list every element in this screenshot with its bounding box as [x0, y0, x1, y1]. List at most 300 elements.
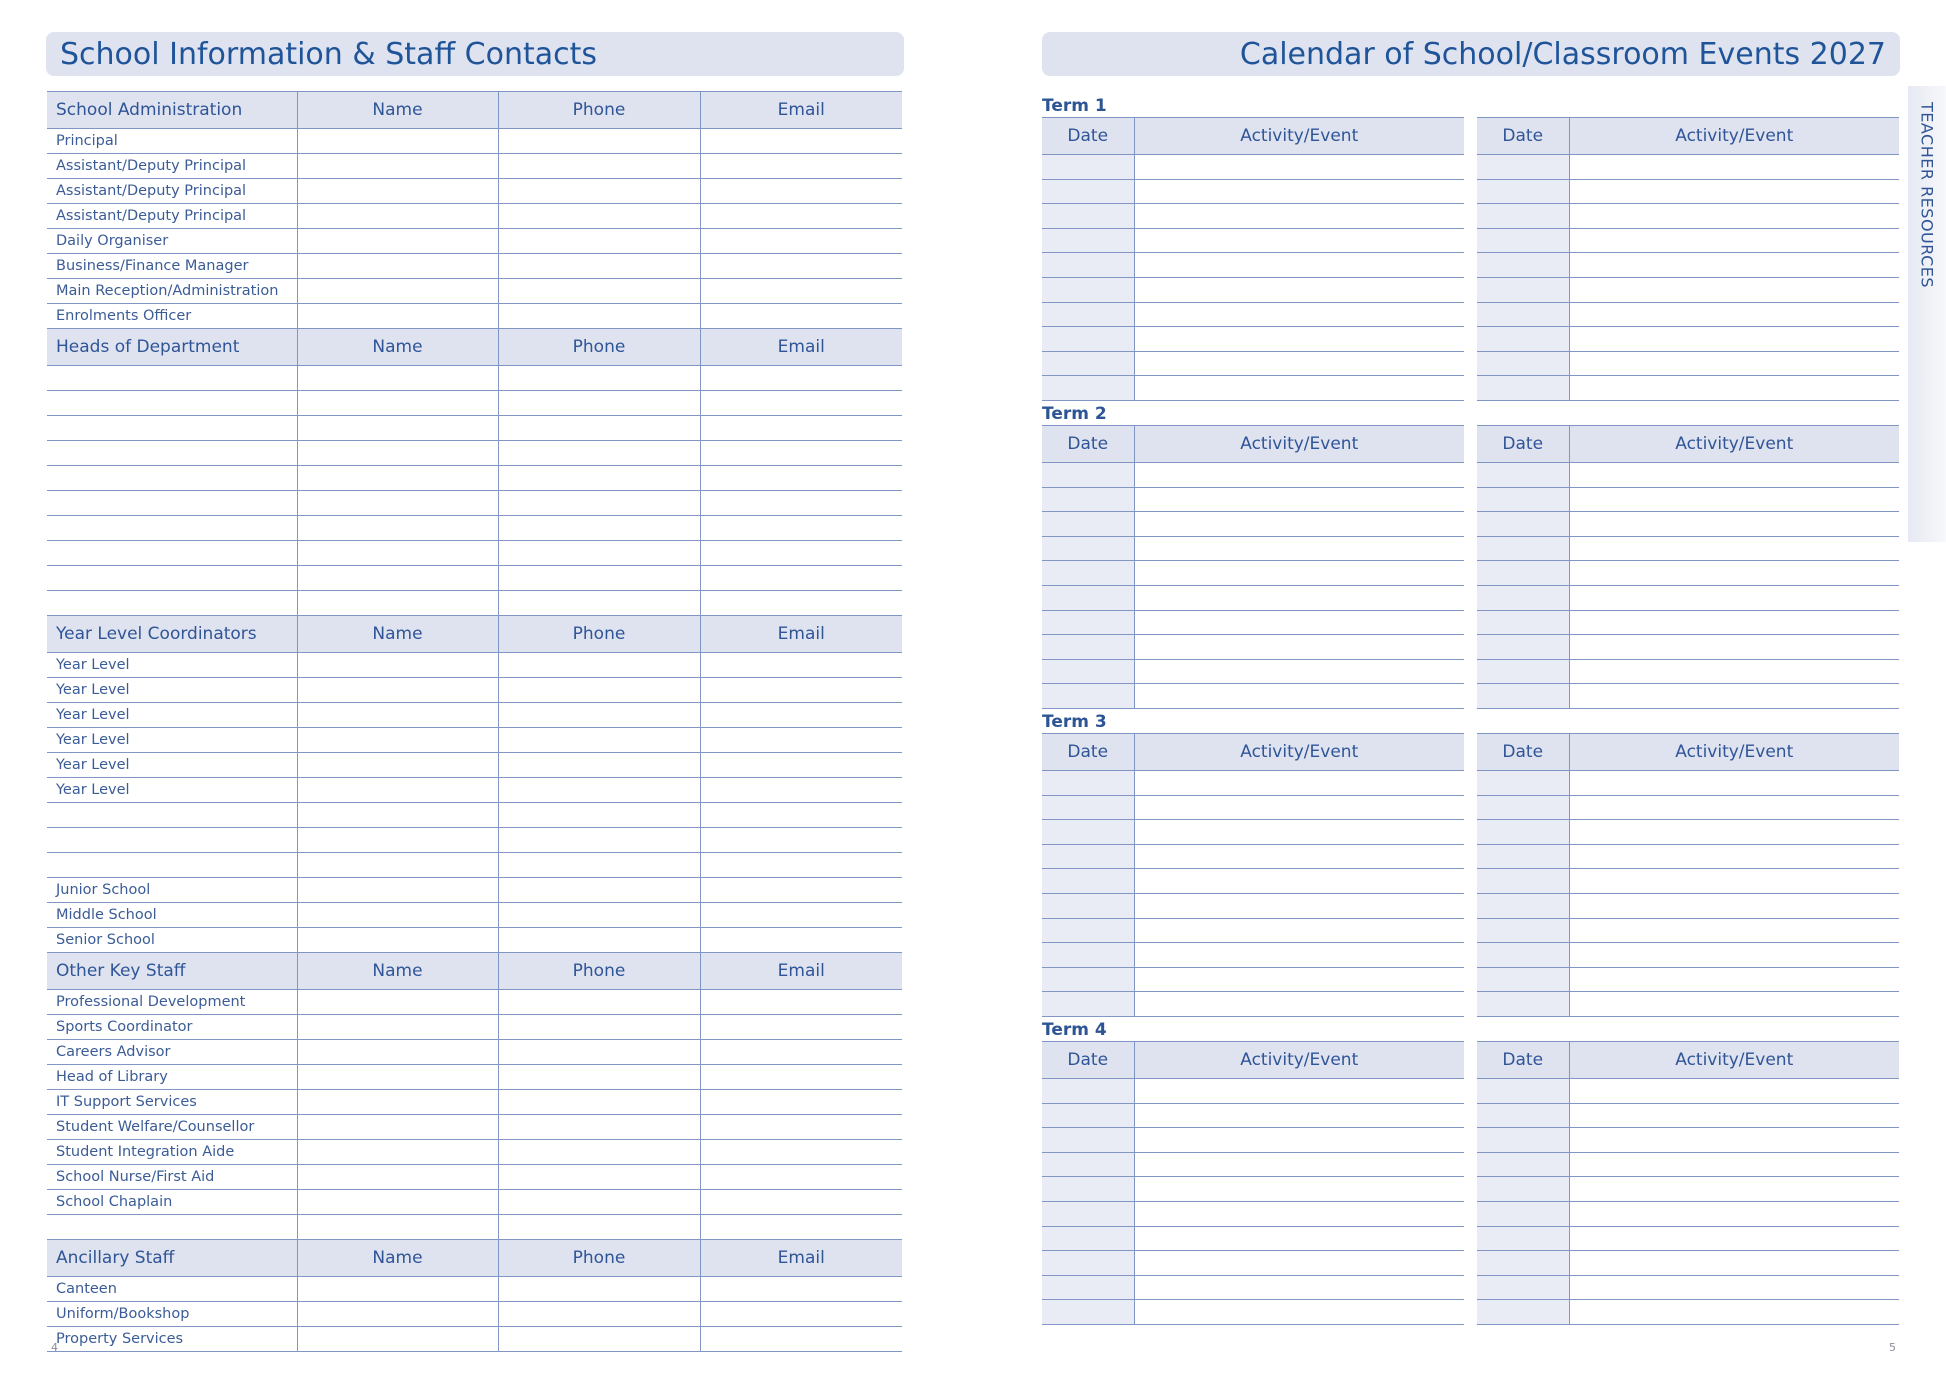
name-cell[interactable] — [297, 204, 498, 229]
date-cell[interactable] — [1477, 1128, 1569, 1153]
activity-cell[interactable] — [1134, 943, 1464, 968]
phone-cell[interactable] — [498, 1277, 700, 1302]
date-cell[interactable] — [1042, 1201, 1134, 1226]
email-cell[interactable] — [700, 778, 902, 803]
activity-cell[interactable] — [1569, 155, 1899, 180]
activity-cell[interactable] — [1569, 893, 1899, 918]
activity-cell[interactable] — [1134, 771, 1464, 796]
phone-cell[interactable] — [498, 416, 700, 441]
phone-cell[interactable] — [498, 1015, 700, 1040]
email-cell[interactable] — [700, 753, 902, 778]
date-cell[interactable] — [1477, 585, 1569, 610]
name-cell[interactable] — [297, 491, 498, 516]
activity-cell[interactable] — [1569, 487, 1899, 512]
activity-cell[interactable] — [1134, 1079, 1464, 1104]
date-cell[interactable] — [1477, 204, 1569, 229]
activity-cell[interactable] — [1569, 536, 1899, 561]
activity-cell[interactable] — [1569, 204, 1899, 229]
activity-cell[interactable] — [1569, 869, 1899, 894]
date-cell[interactable] — [1042, 992, 1134, 1017]
role-label: Canteen — [47, 1277, 297, 1302]
activity-cell[interactable] — [1569, 376, 1899, 401]
activity-cell[interactable] — [1569, 820, 1899, 845]
name-cell[interactable] — [297, 566, 498, 591]
date-cell[interactable] — [1477, 327, 1569, 352]
date-cell[interactable] — [1477, 635, 1569, 660]
date-cell[interactable] — [1042, 918, 1134, 943]
name-cell[interactable] — [297, 279, 498, 304]
phone-cell[interactable] — [498, 853, 700, 878]
activity-cell[interactable] — [1134, 277, 1464, 302]
phone-cell[interactable] — [498, 1115, 700, 1140]
activity-cell[interactable] — [1569, 1275, 1899, 1300]
email-cell[interactable] — [700, 653, 902, 678]
date-cell[interactable] — [1477, 869, 1569, 894]
activity-cell[interactable] — [1134, 869, 1464, 894]
activity-cell[interactable] — [1569, 795, 1899, 820]
activity-cell[interactable] — [1569, 771, 1899, 796]
name-cell[interactable] — [297, 1302, 498, 1327]
name-cell[interactable] — [297, 853, 498, 878]
date-cell[interactable] — [1042, 561, 1134, 586]
phone-cell[interactable] — [498, 204, 700, 229]
activity-cell[interactable] — [1569, 918, 1899, 943]
name-cell[interactable] — [297, 391, 498, 416]
phone-cell[interactable] — [498, 990, 700, 1015]
email-cell[interactable] — [700, 516, 902, 541]
activity-cell[interactable] — [1569, 1201, 1899, 1226]
activity-cell[interactable] — [1134, 610, 1464, 635]
event-row — [1477, 327, 1899, 352]
email-cell[interactable] — [700, 129, 902, 154]
name-cell[interactable] — [297, 653, 498, 678]
date-cell[interactable] — [1477, 1275, 1569, 1300]
date-cell[interactable] — [1042, 869, 1134, 894]
date-cell[interactable] — [1477, 967, 1569, 992]
email-cell[interactable] — [700, 678, 902, 703]
date-cell[interactable] — [1042, 1226, 1134, 1251]
email-cell[interactable] — [700, 928, 902, 953]
activity-cell[interactable] — [1569, 684, 1899, 709]
email-cell[interactable] — [700, 466, 902, 491]
date-cell[interactable] — [1042, 967, 1134, 992]
email-cell[interactable] — [700, 229, 902, 254]
activity-cell[interactable] — [1134, 179, 1464, 204]
phone-cell[interactable] — [498, 154, 700, 179]
activity-cell[interactable] — [1569, 463, 1899, 488]
activity-cell[interactable] — [1569, 844, 1899, 869]
email-cell[interactable] — [700, 391, 902, 416]
date-cell[interactable] — [1042, 684, 1134, 709]
email-cell[interactable] — [700, 279, 902, 304]
email-cell[interactable] — [700, 366, 902, 391]
date-cell[interactable] — [1042, 1103, 1134, 1128]
email-cell[interactable] — [700, 1040, 902, 1065]
name-cell[interactable] — [297, 154, 498, 179]
date-cell[interactable] — [1477, 820, 1569, 845]
activity-cell[interactable] — [1134, 1201, 1464, 1226]
email-cell[interactable] — [700, 204, 902, 229]
name-cell[interactable] — [297, 416, 498, 441]
activity-cell[interactable] — [1569, 1300, 1899, 1325]
name-cell[interactable] — [297, 1090, 498, 1115]
date-cell[interactable] — [1042, 179, 1134, 204]
activity-cell[interactable] — [1134, 659, 1464, 684]
phone-cell[interactable] — [498, 591, 700, 616]
phone-cell[interactable] — [498, 878, 700, 903]
activity-cell[interactable] — [1569, 561, 1899, 586]
date-cell[interactable] — [1042, 155, 1134, 180]
date-cell[interactable] — [1477, 536, 1569, 561]
contact-row — [47, 366, 902, 391]
date-cell[interactable] — [1042, 302, 1134, 327]
email-cell[interactable] — [700, 1090, 902, 1115]
date-cell[interactable] — [1042, 1152, 1134, 1177]
email-cell[interactable] — [700, 1140, 902, 1165]
activity-cell[interactable] — [1134, 1152, 1464, 1177]
date-cell[interactable] — [1477, 1103, 1569, 1128]
email-cell[interactable] — [700, 1115, 902, 1140]
date-cell[interactable] — [1042, 1128, 1134, 1153]
date-cell[interactable] — [1477, 463, 1569, 488]
phone-cell[interactable] — [498, 179, 700, 204]
phone-cell[interactable] — [498, 541, 700, 566]
date-cell[interactable] — [1477, 253, 1569, 278]
name-cell[interactable] — [297, 878, 498, 903]
phone-cell[interactable] — [498, 566, 700, 591]
event-row — [1042, 179, 1464, 204]
name-cell[interactable] — [297, 903, 498, 928]
email-cell[interactable] — [700, 254, 902, 279]
name-cell[interactable] — [297, 1215, 498, 1240]
activity-cell[interactable] — [1569, 302, 1899, 327]
date-cell[interactable] — [1042, 943, 1134, 968]
phone-cell[interactable] — [498, 304, 700, 329]
name-cell[interactable] — [297, 778, 498, 803]
name-cell[interactable] — [297, 304, 498, 329]
date-cell[interactable] — [1477, 992, 1569, 1017]
activity-cell[interactable] — [1134, 561, 1464, 586]
column-header: Phone — [498, 616, 700, 653]
phone-cell[interactable] — [498, 1215, 700, 1240]
name-cell[interactable] — [297, 753, 498, 778]
date-cell[interactable] — [1042, 351, 1134, 376]
email-cell[interactable] — [700, 591, 902, 616]
activity-cell[interactable] — [1134, 1226, 1464, 1251]
date-cell[interactable] — [1477, 1177, 1569, 1202]
date-cell[interactable] — [1477, 943, 1569, 968]
date-cell[interactable] — [1477, 1300, 1569, 1325]
phone-cell[interactable] — [498, 1065, 700, 1090]
date-cell[interactable] — [1042, 253, 1134, 278]
date-cell[interactable] — [1042, 1177, 1134, 1202]
name-cell[interactable] — [297, 828, 498, 853]
activity-cell[interactable] — [1134, 893, 1464, 918]
activity-cell[interactable] — [1569, 1152, 1899, 1177]
activity-cell[interactable] — [1569, 967, 1899, 992]
activity-cell[interactable] — [1569, 1128, 1899, 1153]
calendar-page-title — [1042, 32, 1900, 76]
name-cell[interactable] — [297, 229, 498, 254]
phone-cell[interactable] — [498, 254, 700, 279]
term-events-table — [1042, 117, 1464, 401]
phone-cell[interactable] — [498, 678, 700, 703]
date-cell[interactable] — [1477, 277, 1569, 302]
date-cell[interactable] — [1042, 487, 1134, 512]
activity-cell[interactable] — [1134, 918, 1464, 943]
date-cell[interactable] — [1042, 610, 1134, 635]
date-cell[interactable] — [1477, 918, 1569, 943]
date-cell[interactable] — [1042, 204, 1134, 229]
phone-cell[interactable] — [498, 366, 700, 391]
date-cell[interactable] — [1477, 795, 1569, 820]
activity-cell[interactable] — [1134, 376, 1464, 401]
email-cell[interactable] — [700, 853, 902, 878]
name-cell[interactable] — [297, 928, 498, 953]
email-cell[interactable] — [700, 990, 902, 1015]
phone-cell[interactable] — [498, 229, 700, 254]
name-cell[interactable] — [297, 1040, 498, 1065]
phone-cell[interactable] — [498, 129, 700, 154]
email-cell[interactable] — [700, 878, 902, 903]
name-cell[interactable] — [297, 1277, 498, 1302]
phone-cell[interactable] — [498, 753, 700, 778]
name-cell[interactable] — [297, 678, 498, 703]
email-cell[interactable] — [700, 828, 902, 853]
email-cell[interactable] — [700, 441, 902, 466]
activity-cell[interactable] — [1569, 179, 1899, 204]
activity-cell[interactable] — [1134, 351, 1464, 376]
date-cell[interactable] — [1477, 487, 1569, 512]
phone-cell[interactable] — [498, 653, 700, 678]
contact-row — [47, 1090, 902, 1115]
activity-cell[interactable] — [1134, 635, 1464, 660]
name-cell[interactable] — [297, 990, 498, 1015]
phone-cell[interactable] — [498, 1090, 700, 1115]
activity-cell[interactable] — [1569, 1226, 1899, 1251]
name-cell[interactable] — [297, 703, 498, 728]
staff-contacts-table — [47, 91, 902, 1352]
activity-cell[interactable] — [1569, 351, 1899, 376]
activity-cell[interactable] — [1134, 512, 1464, 537]
date-cell[interactable] — [1042, 536, 1134, 561]
phone-cell[interactable] — [498, 828, 700, 853]
email-cell[interactable] — [700, 1302, 902, 1327]
activity-cell[interactable] — [1134, 253, 1464, 278]
phone-cell[interactable] — [498, 491, 700, 516]
name-cell[interactable] — [297, 129, 498, 154]
email-cell[interactable] — [700, 1277, 902, 1302]
name-cell[interactable] — [297, 591, 498, 616]
date-cell[interactable] — [1477, 228, 1569, 253]
name-cell[interactable] — [297, 541, 498, 566]
activity-cell[interactable] — [1134, 967, 1464, 992]
email-cell[interactable] — [700, 803, 902, 828]
date-cell[interactable] — [1477, 351, 1569, 376]
phone-cell[interactable] — [498, 1327, 700, 1352]
phone-cell[interactable] — [498, 1302, 700, 1327]
email-cell[interactable] — [700, 1190, 902, 1215]
phone-cell[interactable] — [498, 728, 700, 753]
activity-cell[interactable] — [1569, 277, 1899, 302]
name-cell[interactable] — [297, 1165, 498, 1190]
date-cell[interactable] — [1042, 327, 1134, 352]
activity-cell[interactable] — [1134, 1300, 1464, 1325]
activity-cell[interactable] — [1134, 585, 1464, 610]
date-cell[interactable] — [1477, 1079, 1569, 1104]
date-cell[interactable] — [1042, 376, 1134, 401]
email-cell[interactable] — [700, 728, 902, 753]
name-cell[interactable] — [297, 1115, 498, 1140]
date-cell[interactable] — [1477, 610, 1569, 635]
email-cell[interactable] — [700, 1065, 902, 1090]
email-cell[interactable] — [700, 304, 902, 329]
email-cell[interactable] — [700, 416, 902, 441]
name-cell[interactable] — [297, 1140, 498, 1165]
date-cell[interactable] — [1477, 179, 1569, 204]
name-cell[interactable] — [297, 728, 498, 753]
activity-cell[interactable] — [1134, 1128, 1464, 1153]
email-cell[interactable] — [700, 903, 902, 928]
date-cell[interactable] — [1042, 820, 1134, 845]
phone-cell[interactable] — [498, 391, 700, 416]
date-cell[interactable] — [1042, 277, 1134, 302]
activity-cell[interactable] — [1134, 327, 1464, 352]
date-cell[interactable] — [1042, 795, 1134, 820]
name-cell[interactable] — [297, 516, 498, 541]
date-cell[interactable] — [1477, 659, 1569, 684]
date-cell[interactable] — [1042, 512, 1134, 537]
activity-cell[interactable] — [1134, 302, 1464, 327]
date-cell[interactable] — [1042, 1300, 1134, 1325]
date-cell[interactable] — [1042, 228, 1134, 253]
name-cell[interactable] — [297, 803, 498, 828]
date-cell[interactable] — [1042, 771, 1134, 796]
activity-cell[interactable] — [1134, 463, 1464, 488]
date-cell[interactable] — [1042, 1251, 1134, 1276]
name-cell[interactable] — [297, 254, 498, 279]
date-cell[interactable] — [1042, 1275, 1134, 1300]
activity-cell[interactable] — [1134, 844, 1464, 869]
email-cell[interactable] — [700, 491, 902, 516]
activity-cell[interactable] — [1569, 1177, 1899, 1202]
activity-cell[interactable] — [1134, 1103, 1464, 1128]
activity-cell[interactable] — [1134, 536, 1464, 561]
activity-cell[interactable] — [1134, 684, 1464, 709]
email-cell[interactable] — [700, 1327, 902, 1352]
activity-cell[interactable] — [1134, 1275, 1464, 1300]
name-cell[interactable] — [297, 1065, 498, 1090]
phone-cell[interactable] — [498, 903, 700, 928]
activity-cell[interactable] — [1569, 1079, 1899, 1104]
phone-cell[interactable] — [498, 516, 700, 541]
date-cell[interactable] — [1042, 659, 1134, 684]
event-row — [1042, 204, 1464, 229]
date-cell[interactable] — [1477, 376, 1569, 401]
name-cell[interactable] — [297, 441, 498, 466]
date-cell[interactable] — [1477, 1201, 1569, 1226]
phone-cell[interactable] — [498, 1190, 700, 1215]
phone-cell[interactable] — [498, 1165, 700, 1190]
email-cell[interactable] — [700, 1215, 902, 1240]
date-cell[interactable] — [1477, 684, 1569, 709]
activity-cell[interactable] — [1569, 992, 1899, 1017]
activity-cell[interactable] — [1134, 1251, 1464, 1276]
activity-cell[interactable] — [1569, 610, 1899, 635]
date-cell[interactable] — [1042, 893, 1134, 918]
activity-cell[interactable] — [1134, 820, 1464, 845]
date-cell[interactable] — [1477, 302, 1569, 327]
date-cell[interactable] — [1477, 512, 1569, 537]
contact-row — [47, 1065, 902, 1090]
email-cell[interactable] — [700, 566, 902, 591]
name-cell[interactable] — [297, 1190, 498, 1215]
date-cell[interactable] — [1042, 585, 1134, 610]
activity-cell[interactable] — [1134, 992, 1464, 1017]
email-cell[interactable] — [700, 179, 902, 204]
phone-cell[interactable] — [498, 803, 700, 828]
date-cell[interactable] — [1042, 844, 1134, 869]
activity-cell[interactable] — [1569, 943, 1899, 968]
activity-cell[interactable] — [1569, 512, 1899, 537]
phone-cell[interactable] — [498, 703, 700, 728]
activity-cell[interactable] — [1569, 1251, 1899, 1276]
phone-cell[interactable] — [498, 778, 700, 803]
date-cell[interactable] — [1042, 463, 1134, 488]
activity-cell[interactable] — [1134, 228, 1464, 253]
activity-cell[interactable] — [1569, 585, 1899, 610]
activity-cell[interactable] — [1569, 253, 1899, 278]
date-cell[interactable] — [1477, 771, 1569, 796]
activity-cell[interactable] — [1134, 795, 1464, 820]
phone-cell[interactable] — [498, 928, 700, 953]
activity-cell[interactable] — [1569, 327, 1899, 352]
activity-cell[interactable] — [1569, 635, 1899, 660]
email-cell[interactable] — [700, 703, 902, 728]
email-cell[interactable] — [700, 154, 902, 179]
activity-cell[interactable] — [1569, 659, 1899, 684]
name-cell[interactable] — [297, 1327, 498, 1352]
phone-cell[interactable] — [498, 441, 700, 466]
activity-cell[interactable] — [1569, 1103, 1899, 1128]
date-cell[interactable] — [1477, 893, 1569, 918]
email-cell[interactable] — [700, 1015, 902, 1040]
name-cell[interactable] — [297, 179, 498, 204]
date-cell[interactable] — [1477, 155, 1569, 180]
date-cell[interactable] — [1477, 844, 1569, 869]
phone-cell[interactable] — [498, 1140, 700, 1165]
name-cell[interactable] — [297, 1015, 498, 1040]
email-cell[interactable] — [700, 541, 902, 566]
date-cell[interactable] — [1042, 635, 1134, 660]
phone-cell[interactable] — [498, 466, 700, 491]
date-cell[interactable] — [1477, 1226, 1569, 1251]
date-cell[interactable] — [1477, 1152, 1569, 1177]
activity-cell[interactable] — [1569, 228, 1899, 253]
activity-cell[interactable] — [1134, 487, 1464, 512]
phone-cell[interactable] — [498, 279, 700, 304]
name-cell[interactable] — [297, 366, 498, 391]
email-cell[interactable] — [700, 1165, 902, 1190]
name-cell[interactable] — [297, 466, 498, 491]
activity-cell[interactable] — [1134, 204, 1464, 229]
date-cell[interactable] — [1042, 1079, 1134, 1104]
activity-cell[interactable] — [1134, 1177, 1464, 1202]
date-cell[interactable] — [1477, 561, 1569, 586]
phone-cell[interactable] — [498, 1040, 700, 1065]
date-cell[interactable] — [1477, 1251, 1569, 1276]
activity-cell[interactable] — [1134, 155, 1464, 180]
